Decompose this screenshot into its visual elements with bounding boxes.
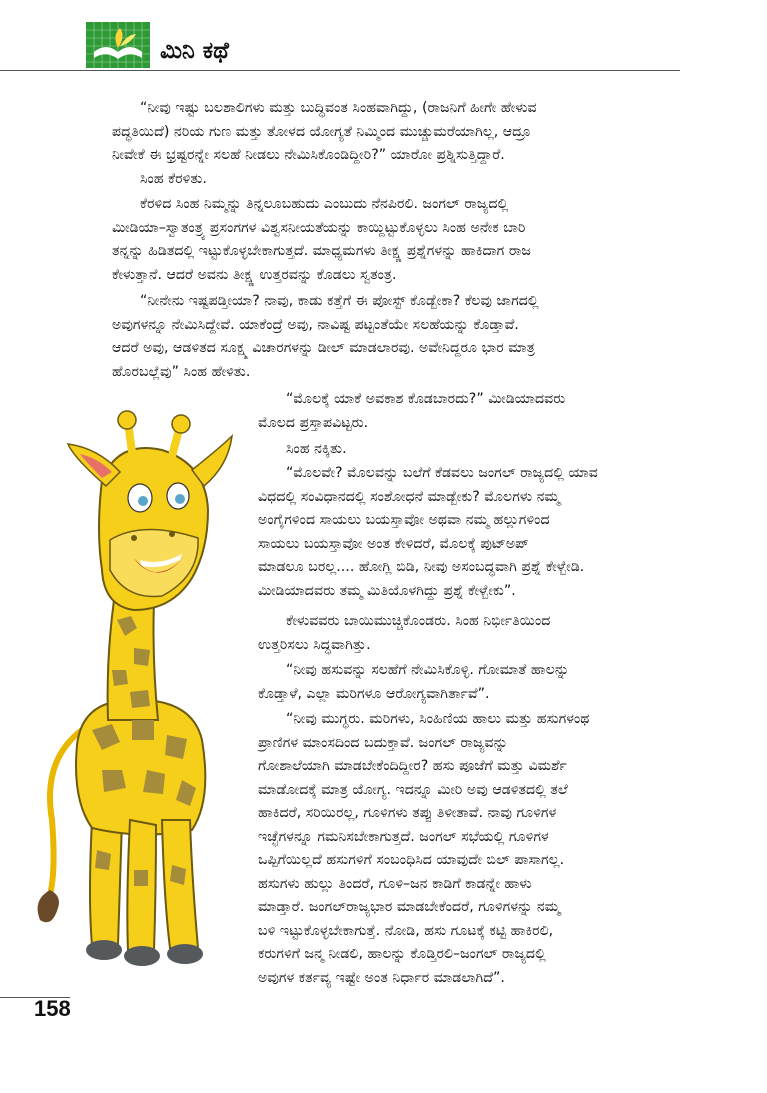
text-line: “ನೀನೇನು ಇಷ್ಟಪಡ್ತೀಯಾ? ನಾವು, ಕಾಡು ಕತ್ತೆಗೆ ಈ ಪೋಸ್ಟ್ ಕೊಡ್ಬೇಕಾ? ಕೆಲವು ಜಾಗದಲ್ಲಿ	[140, 293, 539, 309]
paragraph-2	[112, 168, 207, 192]
paragraph-10	[258, 708, 589, 990]
text-line: ಸಿಂಹ ನಕ್ಕಿತು.	[286, 441, 347, 457]
text-line: ಬಳಿ ಇಟ್ಟುಕೊಳ್ಳಬೇಕಾಗುತ್ತೆ. ನೋಡಿ, ಹಸು ಗೂಟಕ್ಕೆ ಕಟ್ಟಿ ಹಾಕಿರಲಿ,	[258, 922, 554, 939]
section-title: ಮಿನಿ ಕಥೆ	[160, 38, 229, 64]
paragraph-8	[258, 610, 550, 657]
paragraph-9	[258, 659, 569, 706]
page-header	[0, 0, 767, 75]
text-line: “ನೀವು ಹಸುವನ್ನು ಸಲಹೆಗೆ ನೇಮಿಸಿಕೊಳ್ಳಿ. ಗೋಮಾತೆ ಹಾಲನ್ನು	[286, 662, 570, 678]
text-line: ಸಾಯಲು ಬಯಸ್ತಾವೋ ಅಂತ ಕೇಳಿದರೆ, ಮೊಲಕ್ಕೆ ಪುಟ್‌ಅಪ್	[258, 535, 529, 552]
text-line: ಉತ್ತರಿಸಲು ಸಿದ್ಧವಾಗಿತ್ತು.	[258, 636, 371, 653]
paragraph-7	[258, 462, 598, 603]
text-line: “ನೀವು ಇಷ್ಟು ಬಲಶಾಲಿಗಳು ಮತ್ತು ಬುದ್ಧಿವಂತ ಸಿಂಹವಾಗಿದ್ದು, (ರಾಜನಿಗೆ ಹೀಗೇ ಹೇಳುವ	[140, 100, 537, 116]
text-line: “ಮೊಲವೇ? ಮೊಲವನ್ನು ಬಲೆಗೆ ಕೆಡವಲು ಜಂಗಲ್ ರಾಜ್ಯದಲ್ಲಿ ಯಾವ	[286, 465, 598, 481]
paragraph-5	[258, 388, 565, 435]
text-line: ಇಚ್ಛೆಗಳನ್ನೂ ಗಮನಿಸಬೇಕಾಗುತ್ತದೆ. ಜಂಗಲ್ ಸಭೆಯಲ್ಲಿ ಗೂಳಿಗಳ	[258, 828, 549, 845]
paragraph-1	[112, 97, 537, 168]
text-line: ಹಾಕಿದರೆ, ಸರಿಯಿರಲ್ಲ, ಗೂಳಿಗಳು ತಪ್ಪು ತಿಳೀತಾವೆ. ನಾವು ಗೂಳಿಗಳ	[258, 805, 557, 821]
text-line: ಗೋಶಾಲೆಯಾಗಿ ಮಾಡಬೇಕೆಂದಿದ್ದೀರ? ಹಸು ಪೂಜೆಗೆ ಮತ್ತು ವಿಮರ್ಶೆ	[258, 758, 567, 774]
text-line: ಕೆರಳಿದ ಸಿಂಹ ನಿಮ್ಮನ್ನು ತಿನ್ನಲೂಬಹುದು ಎಂಬುದು ನೆನಪಿರಲಿ. ಜಂಗಲ್ ರಾಜ್ಯದಲ್ಲಿ	[140, 196, 509, 212]
text-line: ತನ್ನನ್ನು ಹಿಡಿತದಲ್ಲಿ ಇಟ್ಟುಕೊಳ್ಳಬೇಕಾಗುತ್ತದೆ. ಮಾಧ್ಯಮಗಳು ತೀಕ್ಷ್ಣ ಪ್ರಶ್ನೆಗಳನ್ನು ಹಾಕಿದಾಗ ರಾಜ	[112, 243, 531, 259]
text-line: ಕೊಡ್ತಾಳೆ, ಎಲ್ಲಾ ಮರಿಗಳೂ ಆರೋಗ್ಯವಾಗಿರ್ತಾವೆ”.	[258, 685, 490, 702]
text-line: ಅವುಗಳ ಕರ್ತವ್ಯ ಇಷ್ಟೇ ಅಂತ ನಿರ್ಧಾರ ಮಾಡಲಾಗಿದೆ”.	[258, 969, 505, 986]
text-line: ಕೇಳುತ್ತಾನೆ. ಆದರೆ ಅವನು ತೀಕ್ಷ್ಣ ಉತ್ತರವನ್ನು ಕೊಡಲು ಸ್ವತಂತ್ರ.	[112, 266, 397, 283]
text-line: ಸಿಂಹ ಕೆರಳಿತು.	[140, 171, 207, 187]
text-line: ಅವುಗಳನ್ನೂ ನೇಮಿಸಿದ್ದೇವೆ. ಯಾಕೆಂದ್ರೆ ಅವು, ನಾವಿಷ್ಟ ಪಟ್ಟಂತೆಯೇ ಸಲಹೆಯನ್ನು ಕೊಡ್ತಾವೆ.	[112, 316, 519, 333]
text-line: ಮೀಡಿಯಾದವರು ತಮ್ಮ ಮಿತಿಯೊಳಗಿದ್ದು ಪ್ರಶ್ನೆ ಕೇಳ್ಬೇಕು”.	[258, 582, 516, 599]
text-line: ಮಾಡಲೂ ಬರಲ್ಲ.... ಹೋಗ್ಲಿ ಬಿಡಿ, ನೀವು ಅಸಂಬದ್ಧವಾಗಿ ಪ್ರಶ್ನೆ ಕೇಳ್ಬೇಡಿ.	[258, 559, 585, 575]
text-line: ಮೀಡಿಯಾ–ಸ್ವಾತಂತ್ರ್ಯ ಪ್ರಸಂಗಗಳ ವಿಶ್ವಸನೀಯತೆಯನ್ನು ಕಾಯ್ದಿಟ್ಟುಕೊಳ್ಳಲು ಸಿಂಹ ಅನೇಕ ಬಾರಿ	[112, 219, 526, 236]
text-line: ಅಂಗೈಗಳಿಂದ ಸಾಯಲು ಬಯಸ್ತಾವೋ ಅಥವಾ ನಮ್ಮ ಹಲ್ಲುಗಳಿಂದ	[258, 512, 550, 528]
paragraph-4	[112, 290, 539, 384]
giraffe-illustration	[22, 400, 247, 1000]
paragraph-3	[112, 193, 531, 287]
text-line: ಕೇಳುವವರು ಬಾಯಿಮುಚ್ಚಿಕೊಂಡರು. ಸಿಂಹ ನಿರ್ಭೀತಿಯಿಂದ	[286, 613, 551, 629]
text-line: ಕರುಗಳಿಗೆ ಜನ್ಮ ನೀಡಲಿ, ಹಾಲನ್ನು ಕೊಡ್ತಿರಲಿ–ಜಂಗಲ್ ರಾಜ್ಯದಲ್ಲಿ	[258, 946, 546, 962]
paragraph-6	[258, 438, 347, 462]
text-line: ಆದರೆ ಅವು, ಆಡಳಿತದ ಸೂಕ್ಷ್ಮ ವಿಚಾರಗಳನ್ನು ಡೀಲ್ ಮಾಡಲಾರವು. ಅವೇನಿದ್ದರೂ ಭಾರ ಮಾತ್ರ	[112, 340, 535, 356]
text-line: ಪದ್ಧತಿಯಿದೆ) ನರಿಯ ಗುಣ ಮತ್ತು ತೋಳದ ಯೋಗ್ಯತೆ ನಿಮ್ಮಿಂದ ಮುಚ್ಚುಮರೆಯಾಗಿಲ್ಲ, ಆದ್ರೂ	[112, 123, 531, 140]
text-line: “ನೀವು ಮುಗ್ಧರು. ಮರಿಗಳು, ಸಿಂಹಿಣಿಯ ಹಾಲು ಮತ್ತು ಹಸುಗಳಂಥ	[286, 711, 590, 727]
text-line: ಮೊಲದ ಪ್ರಸ್ತಾಪವಿಟ್ಟರು.	[258, 414, 369, 431]
text-line: “ಮೊಲಕ್ಕೆ ಯಾಕೆ ಅವಕಾಶ ಕೊಡಬಾರದು?” ಮೀಡಿಯಾದವರು	[286, 391, 566, 407]
text-line: ಮಾಡ್ತಾರೆ. ಜಂಗಲ್‌ರಾಜ್ಯಭಾರ ಮಾಡಬೇಕೆಂದರೆ, ಗೂಳಿಗಳನ್ನು ನಮ್ಮ	[258, 899, 561, 915]
text-line: ಹೊರಬಲ್ಲೆವು” ಸಿಂಹ ಹೇಳಿತು.	[112, 363, 251, 380]
text-line: ಪ್ರಾಣಿಗಳ ಮಾಂಸದಿಂದ ಬದುಕ್ತಾವೆ. ಜಂಗಲ್ ರಾಜ್ಯವನ್ನು	[258, 734, 508, 751]
text-line: ವಿಧದಲ್ಲಿ ಸಂವಿಧಾನದಲ್ಲಿ ಸಂಶೋಧನೆ ಮಾಡ್ಬೇಕು? ಮೊಲಗಳು ನಮ್ಮ	[258, 488, 560, 505]
text-line: ಮಾಡೋದಕ್ಕೆ ಮಾತ್ರ ಯೋಗ್ಯ. ಇದನ್ನೂ ಮೀರಿ ಅವು ಆಡಳಿತದಲ್ಲಿ ತಲೆ	[258, 781, 568, 798]
book-leaf-logo-icon	[86, 22, 150, 68]
text-line: ನೀವೇಕೆ ಈ ಭ್ರಷ್ಟರನ್ನೇ ಸಲಹೆ ನೀಡಲು ನೇಮಿಸಿಕೊಂಡಿದ್ದೀರಿ?” ಯಾರೋ ಪ್ರಶ್ನಿಸುತ್ತಿದ್ದಾರೆ.	[112, 147, 505, 163]
text-line: ಒಪ್ಪಿಗೆಯಿಲ್ಲದೆ ಹಸುಗಳಿಗೆ ಸಂಬಂಧಿಸಿದ ಯಾವುದೇ ಬಿಲ್ ಪಾಸಾಗಲ್ಲ.	[258, 852, 565, 868]
header-rule	[0, 70, 680, 71]
text-line: ಹಸುಗಳು ಹುಲ್ಲು ತಿಂದರೆ, ಗೂಳಿ–ಜನ ಕಾಡಿಗೆ ಕಾಡನ್ನೇ ಹಾಳು	[258, 875, 532, 892]
page-number: 158	[34, 996, 71, 1021]
